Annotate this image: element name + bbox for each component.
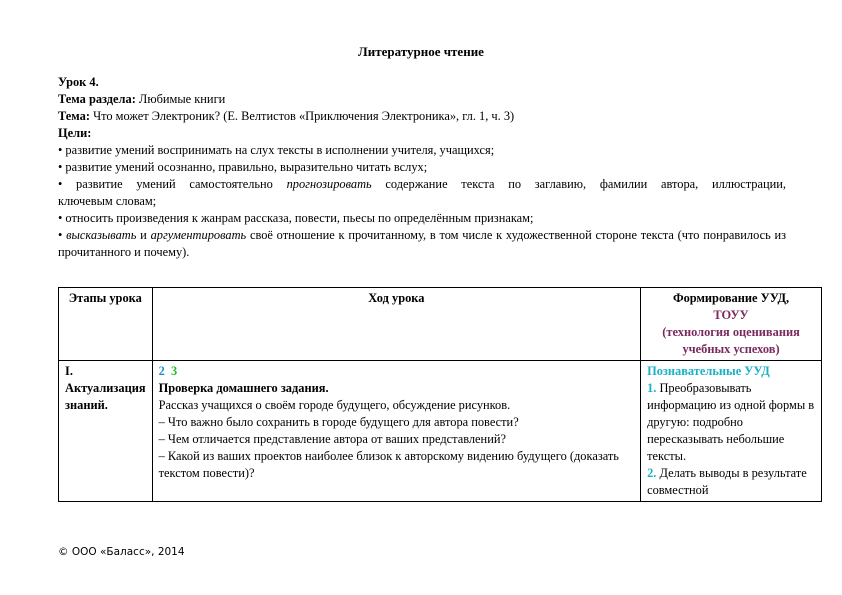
header-stages: Этапы урока bbox=[59, 288, 153, 361]
goal-item-1: • развитие умений воспринимать на слух тексты в исполнении учителя, учащихся; bbox=[58, 143, 495, 157]
uud-title: Познавательные УУД bbox=[647, 364, 770, 378]
header-tech: (технология оценивания учебных успехов) bbox=[662, 325, 800, 356]
lesson-number: Урок 4. bbox=[58, 75, 99, 89]
topic-line: Тема: Что может Электроник? (Е. Велтистов «Приключения Электроника», гл. 1, ч. 3) bbox=[58, 109, 515, 123]
table-row bbox=[59, 361, 822, 502]
goal-item-4: • относить произведения к жанрам рассказа, повести, пьесы по определённым признакам; bbox=[58, 211, 534, 225]
goal-item-5: • высказывать и аргументировать своё отношение к прочитанному, в том числе к художественной стороне текста (что понравилось из прочитанного и почему). bbox=[58, 228, 787, 259]
course-line-1: Рассказ учащихся о своём городе будущего, обсуждение рисунков. bbox=[158, 398, 511, 412]
header-course: Ход урока bbox=[152, 288, 641, 361]
stage-cell: I. Актуализация знаний. bbox=[59, 361, 153, 502]
goal-item-2: • развитие умений осознанно, правильно, выразительно читать вслух; bbox=[58, 160, 428, 174]
page-title: Литературное чтение bbox=[358, 44, 484, 59]
slide-numbers: 2 3 bbox=[158, 364, 178, 378]
goals-label: Цели: bbox=[58, 126, 92, 140]
uud-item-1: 1. Преобразовывать информацию из одной формы в другую: подробно пересказывать небольшие тексты. bbox=[647, 381, 815, 463]
header-touu: ТОУУ bbox=[713, 308, 749, 322]
uud-cell bbox=[641, 361, 822, 502]
lesson-table bbox=[58, 287, 822, 502]
copyright-footer: © ООО «Баласс», 2014 bbox=[58, 546, 185, 558]
goal-item-3-cont: ключевым словам; bbox=[58, 194, 157, 208]
header-uud: Формирование УУД, ТОУУ (технология оценивания учебных успехов) bbox=[641, 288, 822, 361]
table-header-row bbox=[59, 288, 822, 361]
lesson-header bbox=[58, 74, 786, 261]
course-line-4: – Какой из ваших проектов наиболее близок к авторскому видению будущего (доказать текстом повести)? bbox=[158, 449, 619, 480]
goal-item-3: • развитие умений самостоятельно прогнозировать содержание текста по заглавию, фамилии автора, иллюстрации, bbox=[58, 177, 786, 191]
course-line-3: – Чем отличается представление автора от ваших представлений? bbox=[158, 432, 506, 446]
course-cell bbox=[152, 361, 641, 502]
course-line-2: – Что важно было сохранить в городе будущего для автора повести? bbox=[158, 415, 519, 429]
uud-item-2: 2. Делать выводы в результате совместной bbox=[647, 466, 807, 497]
homework-check: Проверка домашнего задания. bbox=[158, 381, 329, 395]
section-line: Тема раздела: Любимые книги bbox=[58, 92, 226, 106]
